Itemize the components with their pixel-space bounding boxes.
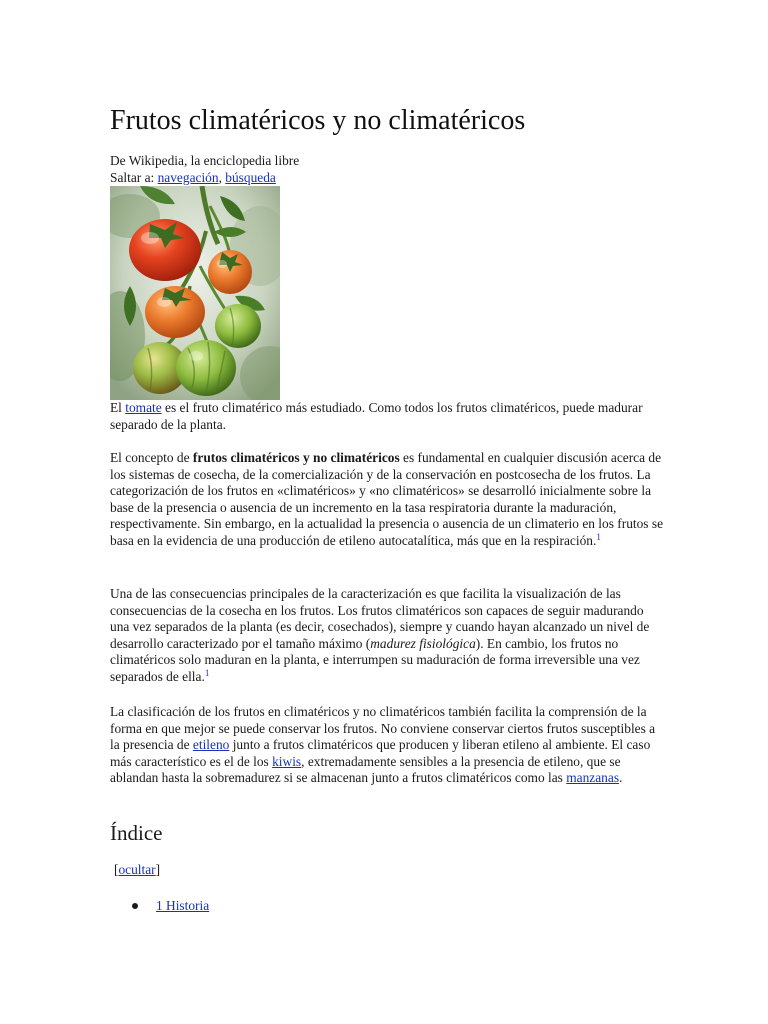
toc-bracket-close: ] (155, 862, 161, 877)
page-title: Frutos climatéricos y no climatéricos (110, 105, 526, 136)
reference-link[interactable]: 1 (204, 667, 210, 678)
toc-item (132, 898, 209, 915)
toc-heading: Índice (110, 821, 163, 845)
p2-text-end: ). En cambio, los frutos no climatéricos solo maduran en la planta, e interrumpen su maduración de forma irreversible una vez separados de ella. (110, 635, 640, 684)
bullet-icon (132, 903, 138, 909)
caption-prefix: El (110, 400, 126, 415)
jump-prefix: Saltar a: (110, 169, 158, 185)
p1-reference (596, 532, 601, 542)
jump-search-link[interactable]: búsqueda (225, 169, 276, 185)
p3-text-c: , extremadamente sensibles a la presencia de etileno, que se ablandan hasta la sobremadurez si se almacenan junto a frutos climatéricos como las (110, 753, 621, 786)
tomate-link[interactable]: tomate (125, 400, 162, 415)
p1-bold-term: frutos climatéricos y no climatéricos (192, 450, 400, 465)
reference-link[interactable]: 1 (596, 531, 601, 542)
p1-text-start: El concepto de (110, 450, 193, 465)
p3-text-b: junto a frutos climatéricos que producen y liberan etileno al ambiente. El caso más característico es el de los (110, 737, 651, 769)
image-caption (110, 400, 670, 433)
toc-hide-link[interactable]: ocultar (118, 862, 156, 877)
p2-reference (205, 668, 210, 678)
caption-text: es el fruto climatérico más estudiado. Como todos los frutos climatéricos, puede madurar separado de la planta. (110, 400, 643, 432)
kiwis-link[interactable]: kiwis (272, 753, 302, 769)
tomato-plant-photo[interactable] (110, 186, 280, 400)
paragraph-classification (110, 704, 666, 787)
jump-navigation-link[interactable]: navegación (157, 169, 219, 185)
p2-text-start: Una de las consecuencias principales de la caracterización es que facilita la visualización de las consecuencias de la cosecha en los frutos. Los frutos climatéricos son capaces de seguir madurando una vez separados de la planta (es decir, cosechados), siempre y cuando hayan alcanzado un nivel de desarrollo caracterizado por el tamaño máximo ( (110, 586, 650, 651)
article-subheader (110, 153, 670, 186)
paragraph-consequences (110, 586, 666, 686)
site-subtitle: De Wikipedia, la enciclopedia libre (110, 153, 300, 168)
toc-bracket-open: [ (114, 862, 119, 877)
etileno-link[interactable]: etileno (192, 737, 230, 753)
manzanas-link[interactable]: manzanas (566, 770, 620, 786)
p1-text-end: es fundamental en cualquier discusión acerca de los sistemas de cosecha, de la comercialización y de la conservación en postcosecha de los frutos. La categorización de los frutos en «climatéricos» y «no climatéricos» se desarrolló inicialmente sobre la base de la presencia o ausencia de un incremento en la tasa respiratoria durante la maduración, respectivamente. Sin embargo, en la actualidad la presencia o ausencia de un climaterio en los frutos se basa en la evidencia de una producción de etileno autocatalítica, más que en la respiración. (110, 450, 664, 548)
toc-item-historia[interactable]: 1 Historia (156, 898, 210, 913)
jump-links (110, 170, 670, 187)
p3-text-a: La clasificación de los frutos en climatéricos y no climatéricos también facilita la comprensión de la forma en que mejor se puede conservar los frutos. No conviene conservar ciertos frutos susceptibles a la presencia de (110, 704, 656, 753)
toc-toggle (114, 862, 160, 879)
p2-italic-term: madurez fisiológica (370, 635, 476, 651)
paragraph-intro (110, 450, 666, 550)
p3-text-d: . (619, 770, 623, 786)
jump-separator: , (218, 169, 226, 185)
